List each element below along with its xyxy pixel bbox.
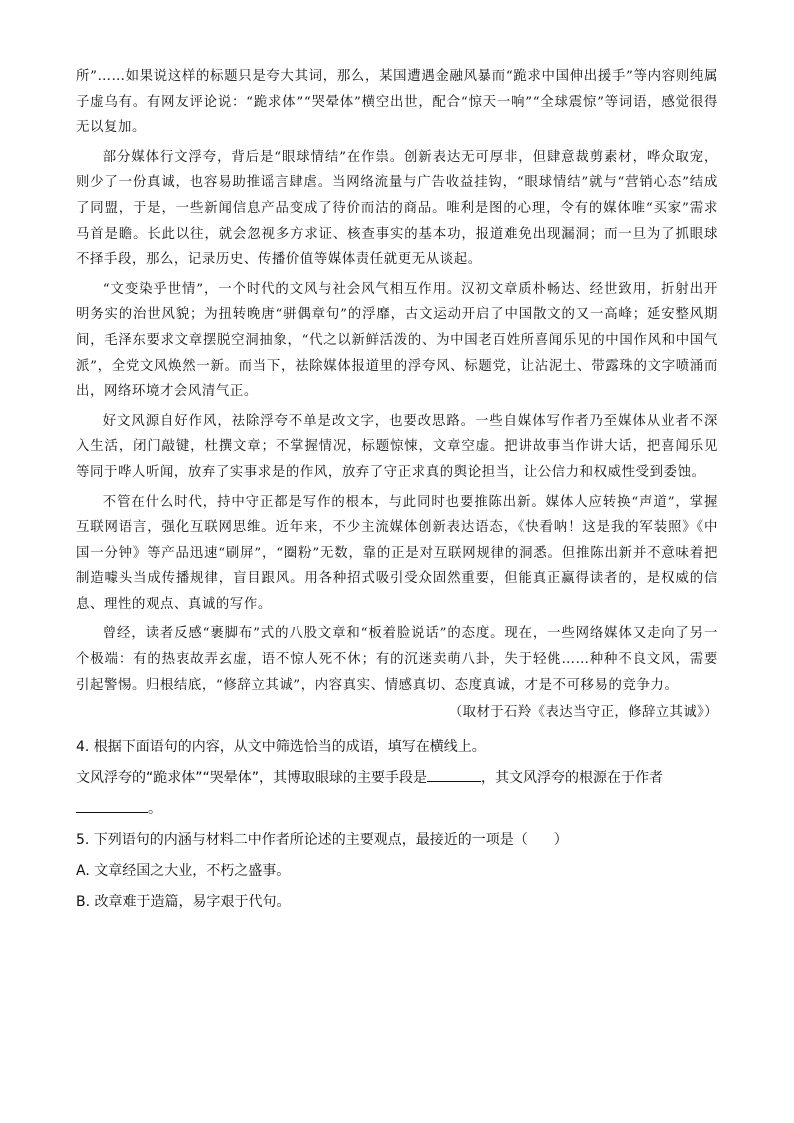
passage-paragraph-2: 部分媒体行文浮夸，背后是“眼球情结”在作祟。创新表达无可厚非，但肆意裁剪素材，哗众取宠，则少了一份真诚，也容易助推谣言肆虐。当网络流量与广告收益挂钩，“眼球情结”就与“营销心态”结成了同盟，于是，一些新闻信息产品变成了待价而沽的商品。唯利是图的心理，令有的媒体唯“买家”需求马首是瞻。长此以往，就会忽视多方求证、核查事实的基本功，报道难免出现漏洞；而一旦为了抓眼球不择手段，那么，记录历史、传播价值等媒体责任就更无从谈起。: [76, 149, 718, 268]
question-5-option-b: B. 改章难于造篇，易字艰于代句。: [76, 893, 291, 910]
passage-paragraph-6: 曾经，读者反感“裹脚布”式的八股文章和“板着脸说话”的态度。现在，一些网络媒体又走向了另一个极端：有的热衷故弄玄虚，语不惊人死不休；有的沉迷卖萌八卦，失于轻佻……种种不良文风，需要引起警惕。归根结底，“修辞立其诚”，内容真实、情感真切、态度真诚，才是不可移易的竞争力。: [76, 626, 718, 693]
answer-blank-1[interactable]: [427, 780, 481, 782]
reading-passage: [76, 64, 718, 726]
question-5-stem: [76, 825, 718, 856]
question-4-sentence-continued: [76, 794, 718, 825]
document-page: [76, 64, 718, 918]
passage-paragraph-5: 不管在什么时代，持中守正都是写作的根本，与此同时也要推陈出新。媒体人应转换“声道”，掌握互联网语言，强化互联网思维。近年来，不少主流媒体创新表达语态，《快看呐！这是我的军装照》《中国一分钟》等产品迅速“刷屏”，“圈粉”无数，靠的正是对互联网规律的洞悉。但推陈出新并不意味着把制造噱头当成传播规律，盲目跟风。用各种招式吸引受众固然重要，但能真正赢得读者的，是权威的信息、理性的观点、真诚的写作。: [76, 494, 718, 612]
question-4-stem: 4. 根据下面语句的内容，从文中筛选恰当的成语，填写在横线上。: [76, 738, 486, 755]
question-5-stem-part1: 5. 下列语句的内涵与材料二中作者所论述的主要观点，最接近的一项是（: [76, 831, 528, 848]
question-4-sentence-part1: 文风浮夸的“跪求体”“哭晕体”，其博取眼球的主要手段是: [76, 769, 428, 786]
question-4-sentence-part2: ，其文风浮夸的根源在于作者: [481, 769, 664, 786]
passage-paragraph-3: “文变染乎世情”，一个时代的文风与社会风气相互作用。汉初文章质朴畅达、经世致用，折射出开明务实的治世风貌；为扭转晚唐“骈偶章句”的浮靡，古文运动开启了中国散文的又一高峰；延安整风期间，毛泽东要求文章摆脱空洞抽象，“代之以新鲜活泼的、为中国老百姓所喜闻乐见的中国作风和中国气派”，全党文风焕然一新。而当下，祛除媒体报道里的浮夸风、标题党，让沾泥土、带露珠的文字喷涌而出，网络环境才会风清气正。: [76, 281, 718, 400]
question-4-sentence: [76, 763, 718, 794]
passage-paragraph-1: 所”……如果说这样的标题只是夸大其词，那么，某国遭遇金融风暴而“跪求中国伸出援手”等内容则纯属子虚乌有。有网友评论说：“跪求体”“哭晕体”横空出世，配合“惊天一响”“全球震惊”等词语，感觉很得无以复加。: [76, 69, 718, 136]
answer-blank-2[interactable]: [76, 811, 148, 813]
passage-paragraph-4: 好文风源自好作风，祛除浮夸不单是改文字，也要改思路。一些自媒体写作者乃至媒体从业者不深入生活，闭门敲键，杜撰文章；不掌握情况，标题惊悚，文章空虚。把讲故事当作讲大话，把喜闻乐见等同于哗人听闻，放弃了实事求是的作风，放弃了守正求真的舆论担当，让公信力和权威性受到委蚀。: [76, 413, 718, 480]
question-5-option-a: A. 文章经国之大业，不朽之盛事。: [76, 862, 291, 879]
question-4-sentence-end: 。: [148, 800, 162, 817]
passage-source-citation: （取材于石羚《表达当守正，修辞立其诚》）: [448, 705, 718, 721]
question-5-stem-part2: ）: [553, 831, 568, 848]
question-section: [76, 732, 718, 918]
